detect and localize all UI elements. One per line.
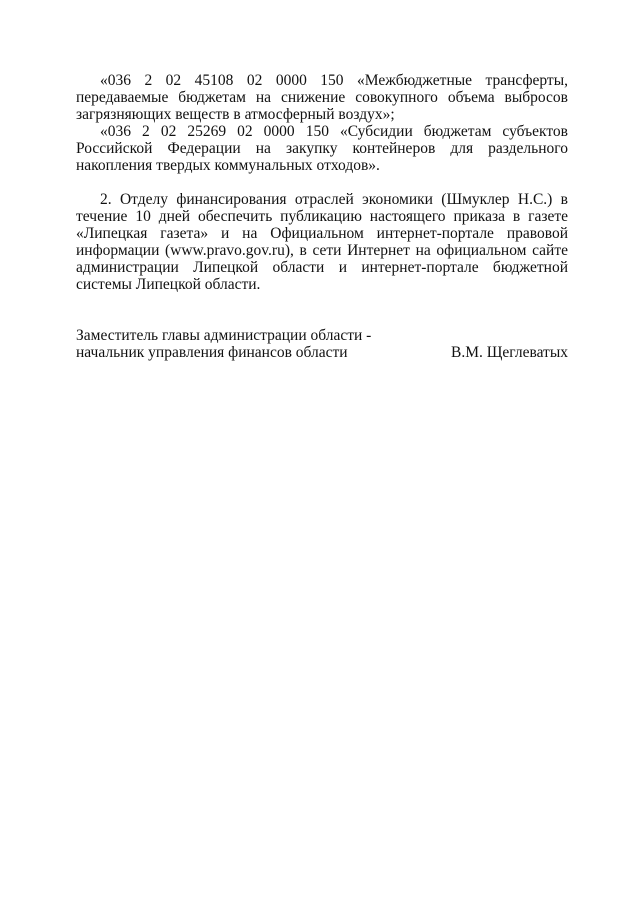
paragraph-budget-code-45108: «036 2 02 45108 02 0000 150 «Межбюджетные трансферты, передаваемые бюджетам на снижение совокупного объема выбросов загрязняющих веществ в атмосферный воздух»; (76, 72, 568, 123)
signature-row (76, 344, 568, 361)
signer-position-line1: Заместитель главы администрации области - (76, 327, 372, 344)
signer-name: В.М. Щеглеватых (451, 344, 568, 361)
document-page (76, 72, 568, 361)
spacer (76, 174, 568, 191)
paragraph-publication-order: 2. Отделу финансирования отраслей экономики (Шмуклер Н.С.) в течение 10 дней обеспечить публикацию настоящего приказа в газете «Липецкая газета» и на Официальном интернет-портале правовой информации (www.pravo.gov.ru), в сети Интернет на официальном сайте администрации Липецкой области и интернет-портале бюджетной системы Липецкой области. (76, 191, 568, 293)
signature-block (76, 327, 568, 361)
spacer (76, 293, 568, 327)
paragraph-budget-code-25269: «036 2 02 25269 02 0000 150 «Субсидии бюджетам субъектов Российской Федерации на закупку контейнеров для раздельного накопления твердых коммунальных отходов». (76, 123, 568, 174)
signer-position-line2: начальник управления финансов области (76, 344, 348, 361)
